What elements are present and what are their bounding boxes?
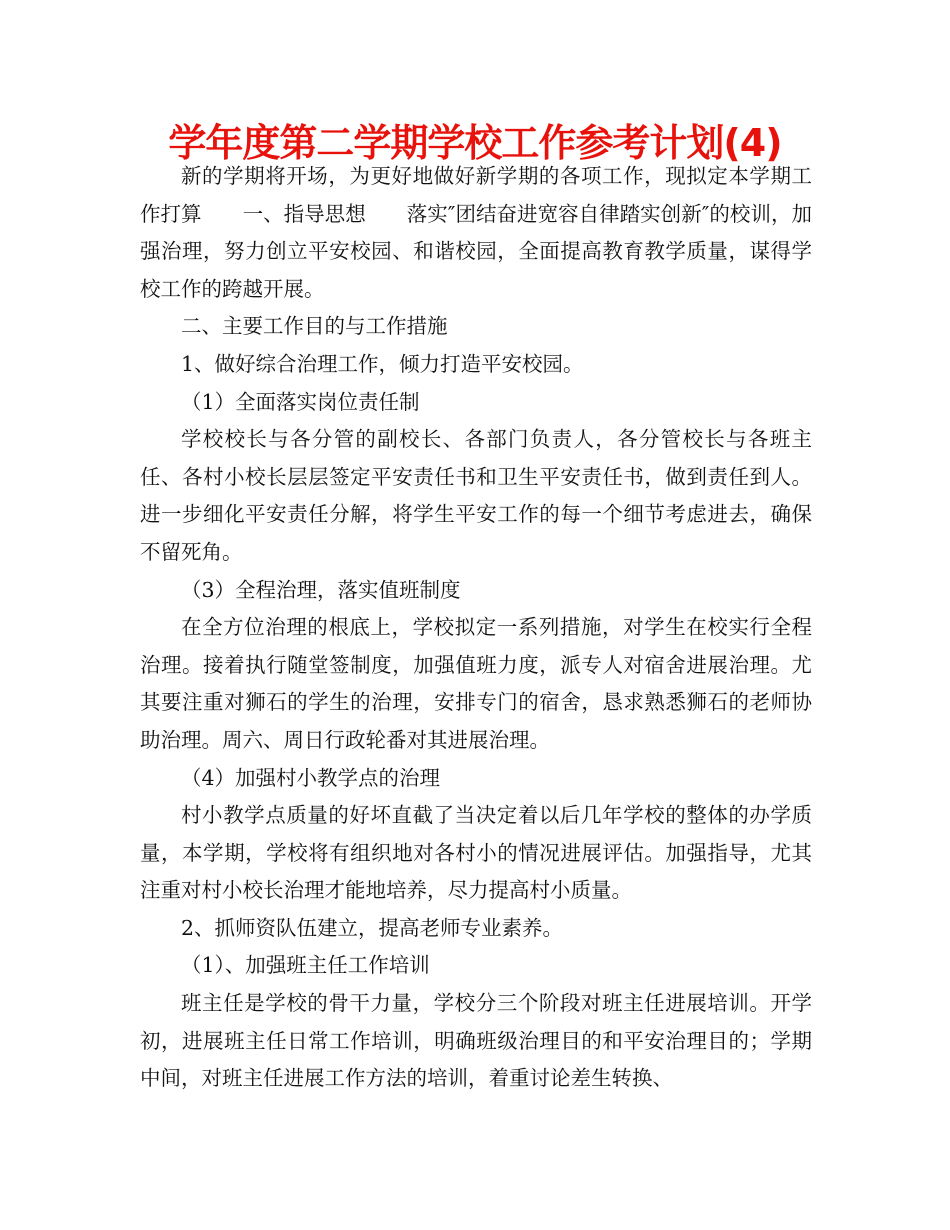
paragraph-intro: 新的学期将开场，为更好地做好新学期的各项工作，现拟定本学期工作打算 一、指导思想 落实″团结奋进宽容自律踏实创新″的校训，加强治理，努力创立平安校园、和谐校园，全面提高教育教学质量，谋得学校工作的跨越开展。 [140,164,812,301]
heading-subitem-1: （1）全面落实岗位责任制 [181,389,420,414]
heading-subitem-3: （3）全程治理，落实值班制度 [181,577,461,602]
heading-section-2: 二、主要工作目的与工作措施 [181,314,448,339]
paragraph-village-schools: 村小教学点质量的好坏直截了当决定着以后几年学校的整体的办学质量，本学期，学校将有组织地对各村小的情况进展评估。加强指导，尤其注重对村小校长治理才能地培养，尽力提高村小质量。 [140,803,812,903]
heading-subitem-4: （4）加强村小教学点的治理 [181,765,441,790]
document-title: 学年度第二学期学校工作参考计划(4) [168,121,782,165]
heading-item-2: 2、抓师资队伍建立，提高老师专业素养。 [181,915,564,940]
document-body [140,158,812,1098]
heading-item-1: 1、做好综合治理工作，倾力打造平安校园。 [181,351,584,376]
heading-subitem-teacher-training: （1）、加强班主任工作培训 [181,953,430,978]
paragraph-management: 在全方位治理的根底上，学校拟定一系列措施，对学生在校实行全程治理。接着执行随堂签制度，加强值班力度，派专人对宿舍进展治理。尤其要注重对狮石的学生的治理，安排专门的宿舍，恳求熟悉狮石的老师协助治理。周六、周日行政轮番对其进展治理。 [140,615,812,752]
paragraph-responsibility: 学校校长与各分管的副校长、各部门负责人，各分管校长与各班主任、各村小校长层层签定平安责任书和卫生平安责任书，做到责任到人。进一步细化平安责任分解，将学生平安工作的每一个细节考虑进去，确保不留死角。 [140,427,812,564]
paragraph-class-teacher: 班主任是学校的骨干力量，学校分三个阶段对班主任进展培训。开学初，进展班主任日常工作培训，明确班级治理目的和平安治理目的；学期中间，对班主任进展工作方法的培训，着重讨论差生转换、 [140,991,812,1091]
